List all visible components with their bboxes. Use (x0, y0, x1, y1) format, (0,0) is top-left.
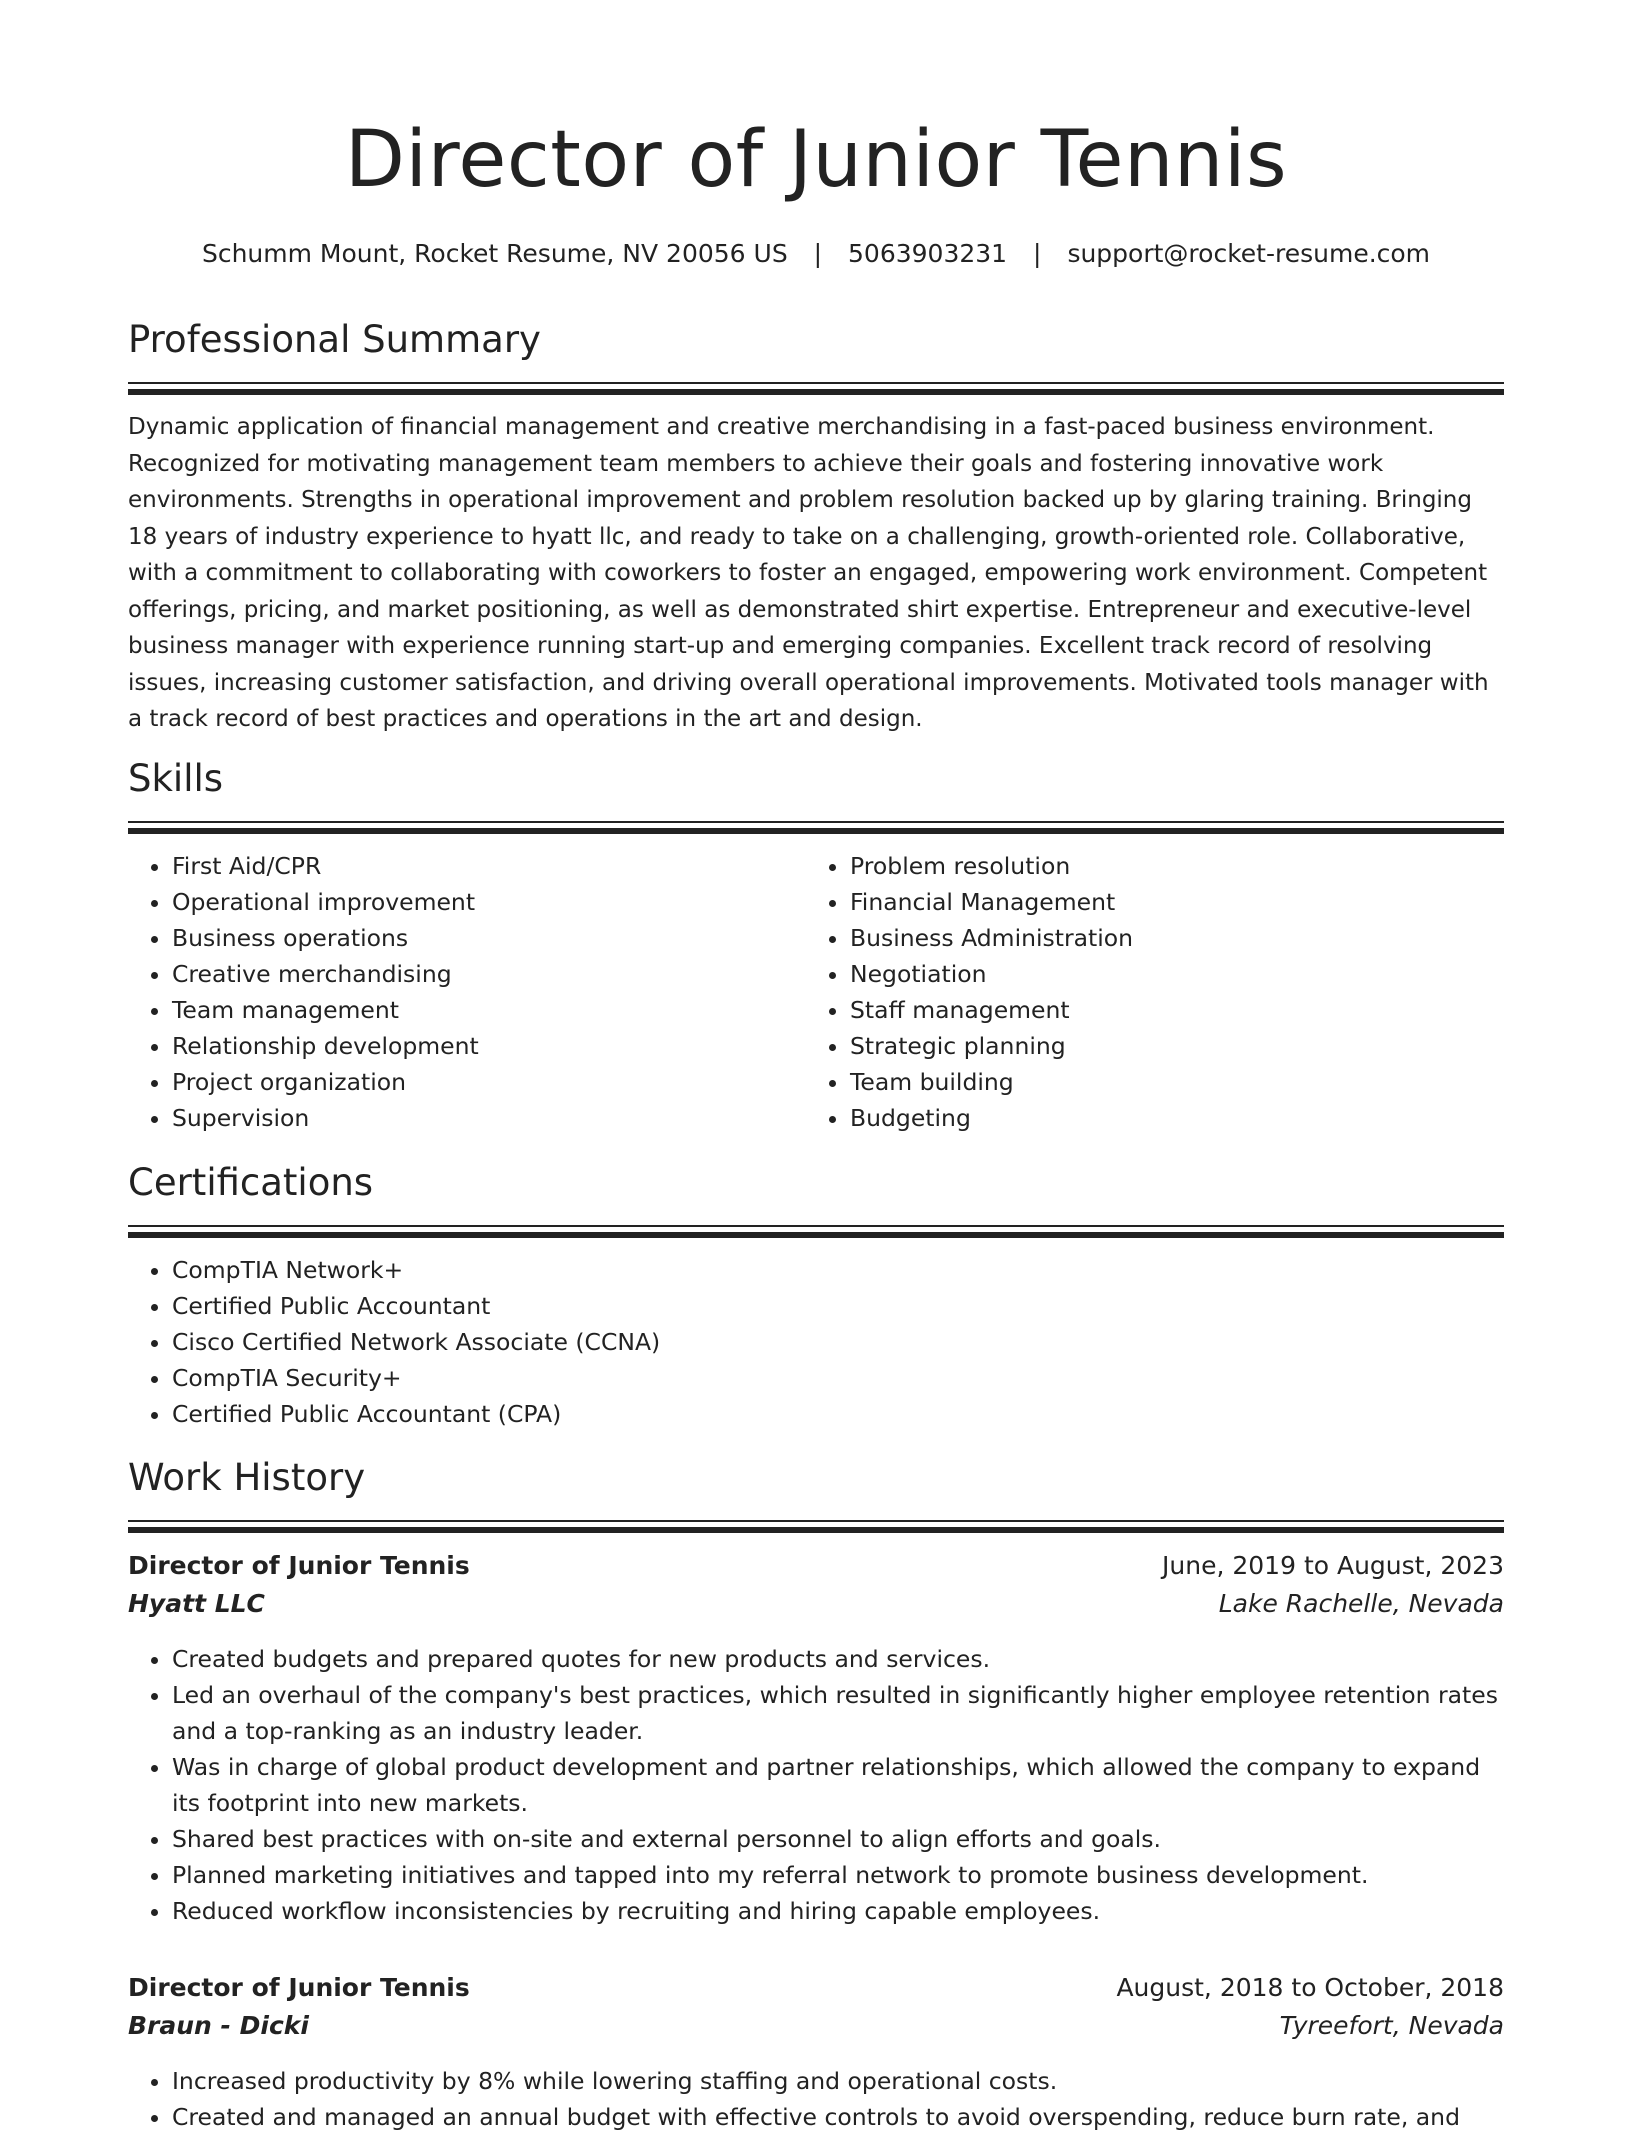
certification-item: • Certified Public Accountant (CPA) (172, 1396, 1504, 1432)
job-dates: June, 2019 to August, 2023 (1162, 1551, 1504, 1581)
skill-item: • Operational improvement (172, 884, 806, 920)
section-heading-certifications: Certifications (128, 1161, 374, 1204)
job-bullet: • Planned marketing initiatives and tapped into my referral network to promote business development. (172, 1857, 1504, 1893)
job-title: Director of Junior Tennis (128, 1551, 470, 1581)
job-location: Tyreefort, Nevada (1279, 2011, 1504, 2041)
job-bullet: • Reduced workflow inconsistencies by recruiting and hiring capable employees. (172, 1893, 1504, 1929)
certifications-section (128, 1161, 1504, 1432)
skill-item: • Project organization (172, 1064, 806, 1100)
section-rule-thin (128, 1520, 1504, 1522)
certification-item: • CompTIA Security+ (172, 1360, 1504, 1396)
job-bullet: • Shared best practices with on-site and external personnel to align efforts and goals. (172, 1821, 1504, 1857)
job-bullet: • Was in charge of global product development and partner relationships, which allowed the company to expand its footprint into new markets. (172, 1749, 1504, 1821)
contact-email: support@rocket-resume.com (1067, 239, 1431, 268)
skill-item: • First Aid/CPR (172, 848, 806, 884)
section-rule-thin (128, 1225, 1504, 1227)
work-history-section (128, 1456, 1504, 2135)
skill-item: • Strategic planning (850, 1028, 1548, 1064)
skill-item: • Financial Management (850, 884, 1548, 920)
contact-phone: 5063903231 (848, 239, 1008, 268)
certification-item: • Cisco Certified Network Associate (CCNA) (172, 1324, 1504, 1360)
skills-columns (128, 848, 1504, 1136)
skill-item: • Business Administration (850, 920, 1548, 956)
skill-item: • Problem resolution (850, 848, 1548, 884)
skill-item: • Staff management (850, 992, 1548, 1028)
skills-list-right (806, 848, 1548, 1136)
section-heading-work-history: Work History (128, 1456, 366, 1499)
section-rule-thick (128, 1527, 1504, 1533)
section-rule-thick (128, 828, 1504, 834)
job-entry (128, 1969, 1504, 2135)
resume-title: Director of Junior Tennis (344, 115, 1288, 205)
job-bullet: • Increased productivity by 8% while lowering staffing and operational costs. (172, 2063, 1504, 2099)
contact-address: Schumm Mount, Rocket Resume, NV 20056 US (201, 239, 788, 268)
skill-item: • Budgeting (850, 1100, 1548, 1136)
summary-text: Dynamic application of financial management and creative merchandising in a fast-paced business environment. Recognized for motivating management team members to achieve their goals and fostering innovative work environments. Strengths in operational improvement and problem resolution backed up by glaring training. Bringing 18 years of industry experience to hyatt llc, and ready to take on a challenging, growth-oriented role. Collaborative, with a commitment to collaborating with coworkers to foster an engaged, empowering work environment. Competent offerings, pricing, and market positioning, as well as demonstrated shirt expertise. Entrepreneur and executive-level business manager with experience running start-up and emerging companies. Excellent track record of resolving issues, increasing customer satisfaction, and driving overall operational improvements. Motivated tools manager with a track record of best practices and operations in the art and design. (128, 414, 1489, 733)
skills-list-left (128, 848, 806, 1136)
contact-separator: | (1033, 239, 1042, 268)
certification-item: • CompTIA Network+ (172, 1252, 1504, 1288)
section-rule-thick (128, 389, 1504, 395)
job-company: Hyatt LLC (128, 1589, 265, 1619)
certifications-list (128, 1252, 1504, 1432)
job-subheader-row (128, 1585, 1504, 1623)
certification-item: • Certified Public Accountant (172, 1288, 1504, 1324)
section-rule-thick (128, 1232, 1504, 1238)
job-subheader-row (128, 2007, 1504, 2045)
contact-line (128, 238, 1504, 271)
job-header-row (128, 1547, 1504, 1585)
skill-item: • Business operations (172, 920, 806, 956)
skill-item: • Team management (172, 992, 806, 1028)
job-bullet: • Created budgets and prepared quotes for new products and services. (172, 1641, 1504, 1677)
summary-section (128, 318, 1504, 738)
job-bullets (128, 1641, 1504, 1929)
section-heading-summary: Professional Summary (128, 318, 541, 361)
job-bullet: • Led an overhaul of the company's best practices, which resulted in significantly higher employee retention rates and a top-ranking as an industry leader. (172, 1677, 1504, 1749)
skills-section (128, 757, 1504, 1136)
job-bullet: • Created and managed an annual budget with effective controls to avoid overspending, reduce burn rate, and (172, 2099, 1504, 2135)
section-rule-thin (128, 821, 1504, 823)
job-dates: August, 2018 to October, 2018 (1116, 1973, 1504, 2003)
section-rule-thin (128, 382, 1504, 384)
skill-item: • Creative merchandising (172, 956, 806, 992)
job-company: Braun - Dicki (128, 2011, 309, 2041)
job-header-row (128, 1969, 1504, 2007)
job-bullets (128, 2063, 1504, 2135)
job-title: Director of Junior Tennis (128, 1973, 470, 2003)
section-heading-skills: Skills (128, 757, 224, 800)
job-location: Lake Rachelle, Nevada (1218, 1589, 1504, 1619)
contact-separator: | (813, 239, 823, 268)
job-entry (128, 1547, 1504, 1929)
skill-item: • Relationship development (172, 1028, 806, 1064)
skill-item: • Negotiation (850, 956, 1548, 992)
skill-item: • Team building (850, 1064, 1548, 1100)
skill-item: • Supervision (172, 1100, 806, 1136)
